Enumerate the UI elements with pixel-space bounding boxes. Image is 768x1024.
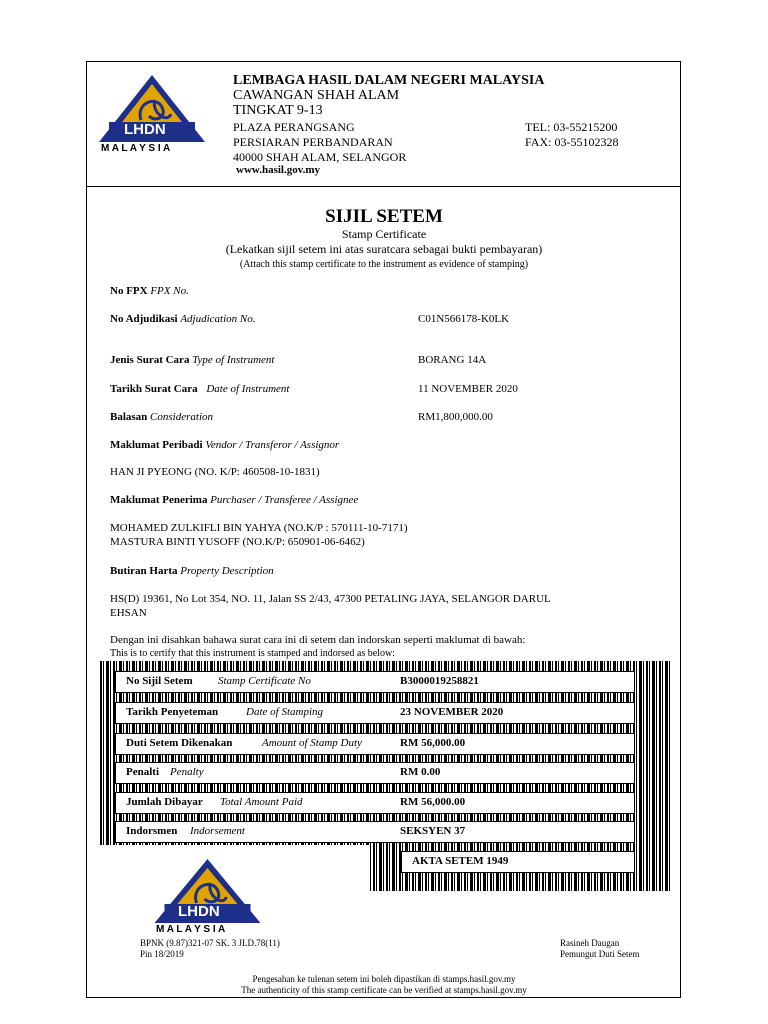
property-label: Butiran Harta	[110, 565, 178, 577]
stamp-value: SEKSYEN 37	[400, 825, 466, 837]
adjudication-row	[110, 313, 255, 325]
pin-number: Pin 18/2019	[140, 949, 184, 959]
instrument-date-value: 11 NOVEMBER 2020	[418, 383, 518, 395]
adjudication-value: C01N566178-K0LK	[418, 313, 510, 325]
stamp-value: RM 56,000.00	[400, 737, 466, 749]
vendor-row	[110, 439, 339, 451]
logo-text: LHDN	[124, 121, 166, 138]
vendor-label: Maklumat Peribadi	[110, 439, 203, 451]
certificate-title: SIJIL SETEM	[325, 206, 443, 227]
purchaser-label: Maklumat Penerima	[110, 494, 208, 506]
address-line-3: 40000 SHAH ALAM, SELANGOR	[233, 150, 407, 164]
stamp-row-indorsement	[115, 821, 635, 843]
logo-text-bottom: LHDN	[178, 903, 220, 920]
stamp-row-penalty	[115, 762, 635, 784]
property-line-1: HS(D) 19361, No Lot 354, NO. 11, Jalan SS 2/43, 47300 PETALING JAYA, SELANGOR DARUL	[110, 593, 551, 605]
fpx-row	[110, 285, 189, 297]
certify-en: This is to certify that this instrument is stamped and indorsed as below:	[110, 648, 395, 659]
stamp-value: RM 0.00	[400, 766, 441, 778]
fpx-label: No FPX	[110, 285, 148, 297]
website: www.hasil.gov.my	[236, 164, 321, 176]
stamp-label: Duti Setem Dikenakan	[126, 737, 233, 749]
stamp-row-date	[115, 702, 635, 724]
adjudication-label-en: Adjudication No.	[180, 313, 256, 325]
floor: TINGKAT 9-13	[233, 103, 323, 118]
stamp-label-en: Stamp Certificate No	[218, 675, 311, 687]
stamp-label: Penalti	[126, 766, 159, 778]
property-row	[110, 565, 274, 577]
stamp-value: RM 56,000.00	[400, 796, 466, 808]
stamp-label-en: Penalty	[170, 766, 204, 778]
instrument-date-label: Tarikh Surat Cara	[110, 383, 198, 395]
stamp-label-en: Amount of Stamp Duty	[262, 737, 362, 749]
property-label-en: Property Description	[180, 565, 274, 577]
instruction-my: (Lekatkan sijil setem ini atas suratcara sebagai bukti pembayaran)	[225, 242, 543, 256]
stamp-label: No Sijil Setem	[126, 675, 193, 687]
consideration-label-en: Consideration	[150, 411, 213, 423]
purchaser-line-1: MOHAMED ZULKIFLI BIN YAHYA (NO.K/P : 570111-10-7171)	[110, 522, 408, 534]
stamp-row-act	[401, 851, 635, 873]
stamp-label: Jumlah Dibayar	[126, 796, 203, 808]
vendor-label-en: Vendor / Transferor / Assignor	[205, 439, 340, 451]
collector-name: Rasineh Daugan	[560, 938, 620, 948]
form-code: BPNK (9.87)321-07 SK. 3 JLD.78(11)	[140, 938, 280, 948]
instrument-type-value: BORANG 14A	[418, 354, 487, 366]
purchaser-label-en: Purchaser / Transferee / Assignee	[210, 494, 359, 506]
telephone: TEL: 03-55215200	[525, 120, 618, 134]
consideration-value: RM1,800,000.00	[418, 411, 493, 423]
header-divider	[86, 186, 681, 187]
stamp-row-duty	[115, 733, 635, 755]
stamp-label: Indorsmen	[126, 825, 178, 837]
address-line-2: PERSIARAN PERBANDARAN	[233, 135, 393, 149]
purchaser-row	[110, 494, 358, 506]
collector-title: Pemungut Duti Setem	[560, 949, 640, 959]
lhdn-logo	[97, 72, 217, 157]
stamp-label-en: Indorsement	[190, 825, 245, 837]
address-line-1: PLAZA PERANGSANG	[233, 120, 355, 134]
fpx-label-en: FPX No.	[150, 285, 189, 297]
stamp-row-total	[115, 792, 635, 814]
verify-my: Pengesahan ke tulenan setem ini boleh dipastikan di stamps.hasil.gov.my	[252, 974, 516, 984]
verify-en: The authenticity of this stamp certificate can be verified at stamps.hasil.gov.my	[241, 985, 527, 995]
logo-country-bottom: M A L A Y S I A	[156, 924, 226, 935]
logo-country: M A L A Y S I A	[101, 143, 171, 154]
certify-my: Dengan ini disahkan bahawa surat cara ini di setem dan indorskan seperti maklumat di bawah:	[110, 634, 526, 646]
instrument-type-label-en: Type of Instrument	[192, 354, 275, 366]
stamp-label-en: Total Amount Paid	[220, 796, 303, 808]
fax: FAX: 03-55102328	[525, 135, 619, 149]
stamp-row-certificate-no	[115, 671, 635, 693]
consideration-row	[110, 411, 213, 423]
instrument-type-label: Jenis Surat Cara	[110, 354, 190, 366]
stamp-act: AKTA SETEM 1949	[412, 855, 509, 867]
instruction-en: (Attach this stamp certificate to the instrument as evidence of stamping)	[239, 259, 529, 270]
stamp-label: Tarikh Penyeteman	[126, 706, 219, 718]
stamp-value: B3000019258821	[400, 675, 479, 687]
vendor-value: HAN JI PYEONG (NO. K/P: 460508-10-1831)	[110, 466, 320, 478]
stamp-value: 23 NOVEMBER 2020	[400, 706, 504, 718]
instrument-type-row	[110, 354, 275, 366]
property-line-2: EHSAN	[110, 607, 147, 619]
stamp-label-en: Date of Stamping	[246, 706, 323, 718]
lhdn-logo-bottom	[150, 857, 275, 937]
certificate-subtitle: Stamp Certificate	[341, 227, 427, 241]
instrument-date-label-en: Date of Instrument	[206, 383, 290, 395]
adjudication-label: No Adjudikasi	[110, 313, 178, 325]
agency-name: LEMBAGA HASIL DALAM NEGERI MALAYSIA	[233, 73, 545, 88]
branch-name: CAWANGAN SHAH ALAM	[233, 88, 400, 103]
instrument-date-row	[110, 383, 289, 395]
consideration-label: Balasan	[110, 411, 148, 423]
purchaser-line-2: MASTURA BINTI YUSOFF (NO.K/P: 650901-06-6462)	[110, 536, 365, 548]
